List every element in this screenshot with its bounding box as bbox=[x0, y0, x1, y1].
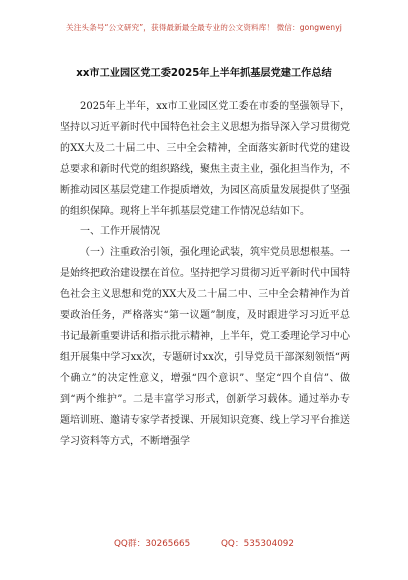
intro-paragraph: 2025年上半年，xx市工业园区党工委在市委的坚强领导下，坚持以习近平新时代中国特色社会主义思想为指导深入学习贯彻党的XX大及二十届二中、三中全会精神，全面落实新时代党的建设总要求和新时代党的组织路线，聚焦主责主业，强化担当作为，不断推动园区基层党建工作提质增效，为园区高质量发展提供了坚强的组织保障。现将上半年抓基层党建工作情况总结如下。 bbox=[60, 101, 350, 217]
document-body bbox=[60, 97, 350, 452]
section-heading: 一、工作开展情况 bbox=[80, 226, 160, 238]
qq-number: QQ：535304092 bbox=[220, 539, 295, 549]
footer-contact bbox=[0, 536, 408, 549]
document-title: xx市工业园区党工委2025年上半年抓基层党建工作总结 bbox=[76, 68, 332, 79]
qq-group-number: QQ群：30265665 bbox=[113, 539, 191, 549]
section-paragraph: （一）注重政治引领，强化理论武装，筑牢党员思想根基。一是始终把政治建设摆在首位。坚持把学习贯彻习近平新时代中国特色社会主义思想和党的XX大及二十届二中、三中全会精神作为首要政治任务，严格落实“第一议题”制度，及时跟进学习习近平总书记最新重要讲话和指示批示精神，上半年，党工委理论学习中心组开展集中学习xx次，专题研讨xx次，引导党员干部深刻领悟“两个确立”的决定性意义，增强“四个意识”、坚定“四个自信”、做到“两个维护”。二是丰富学习形式，创新学习载体。通过举办专题培训班、邀请专家学者授课、开展知识竞赛、线上学习平台推送学习资料等方式，不断增强学 bbox=[60, 247, 350, 447]
promo-banner: 关注头条号“公文研究”，获得最新最全最专业的公文资料库！ 微信：gongwenyj bbox=[66, 23, 342, 32]
